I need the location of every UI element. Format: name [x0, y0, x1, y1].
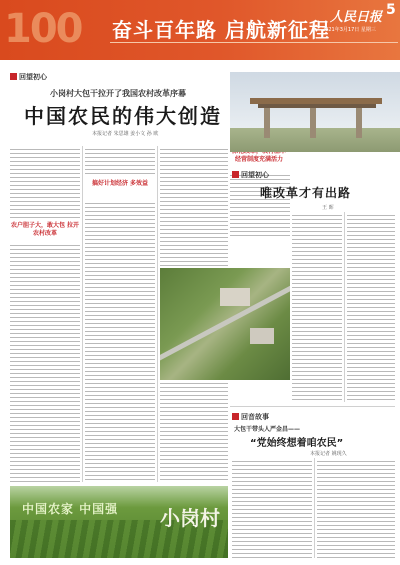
tag-square-icon: [232, 413, 239, 420]
article-body-text: [232, 458, 312, 558]
gate-pillar: [310, 108, 316, 138]
header-rule: [110, 42, 398, 43]
column-rule: [314, 458, 315, 558]
issue-date: 2021年3月17日 星期三: [322, 27, 376, 33]
article-kicker: 大包干带头人严金昌——: [234, 426, 301, 433]
tag-square-icon: [10, 73, 17, 80]
article-headline: 中国农民的伟大创造: [24, 104, 222, 128]
article-body-text: [10, 242, 80, 482]
field-photo: [10, 486, 228, 558]
article-body-text: [317, 458, 395, 558]
page-number: 5: [386, 2, 396, 18]
gate-pillar: [356, 108, 362, 138]
gate-pillar: [264, 108, 270, 138]
article-body-text: [160, 146, 228, 266]
article-byline: 王 晖: [322, 205, 334, 211]
article-body-text: [347, 212, 395, 402]
article-kicker: 小岗村大包干拉开了我国农村改革序幕: [50, 88, 186, 98]
section-tag: [232, 170, 269, 180]
field-caption: 中国农家 中国强: [22, 502, 119, 516]
article-byline: 本报记者 姚现久: [310, 451, 347, 457]
village-gate-photo: [230, 72, 400, 152]
article-body-text: [292, 212, 342, 402]
newspaper-name: 人民日报: [330, 10, 383, 25]
section-tag: [232, 412, 269, 422]
article-byline: 本报记者 朱思雄 姜小文 孙 欧: [92, 131, 159, 137]
column-rule: [344, 212, 345, 402]
centenary-number: 100: [4, 6, 82, 52]
article-headline: 唯改革才有出路: [260, 186, 352, 200]
article-body-text: [85, 146, 155, 176]
tag-square-icon: [232, 171, 239, 178]
article-headline: “党始终想着咱农民”: [250, 438, 344, 449]
article-subhead: 经营制度充满活力: [234, 156, 283, 163]
building: [220, 288, 250, 306]
section-tag-label: 回望初心: [241, 171, 269, 179]
section-tag-label: 回望初心: [19, 73, 47, 81]
article-subhead: 搞好计划经济 多效益: [91, 180, 149, 187]
aerial-village-photo: [160, 268, 290, 380]
village-name-sign: 小岗村: [160, 506, 220, 530]
building: [250, 328, 274, 344]
column-rule: [82, 146, 83, 482]
column-rule: [157, 146, 158, 482]
slogan: 奋斗百年路 启航新征程: [112, 18, 330, 42]
section-tag-label: 回音故事: [241, 413, 269, 421]
article-subhead: 农户胆子大，敢大包 拉开农村改革: [10, 222, 80, 237]
header-banner: [0, 0, 400, 60]
section-tag: [10, 72, 47, 82]
article-body-text: [10, 146, 80, 218]
article-body-text: [85, 200, 155, 482]
section-rule: [230, 406, 395, 407]
article-body-text: [230, 172, 290, 236]
